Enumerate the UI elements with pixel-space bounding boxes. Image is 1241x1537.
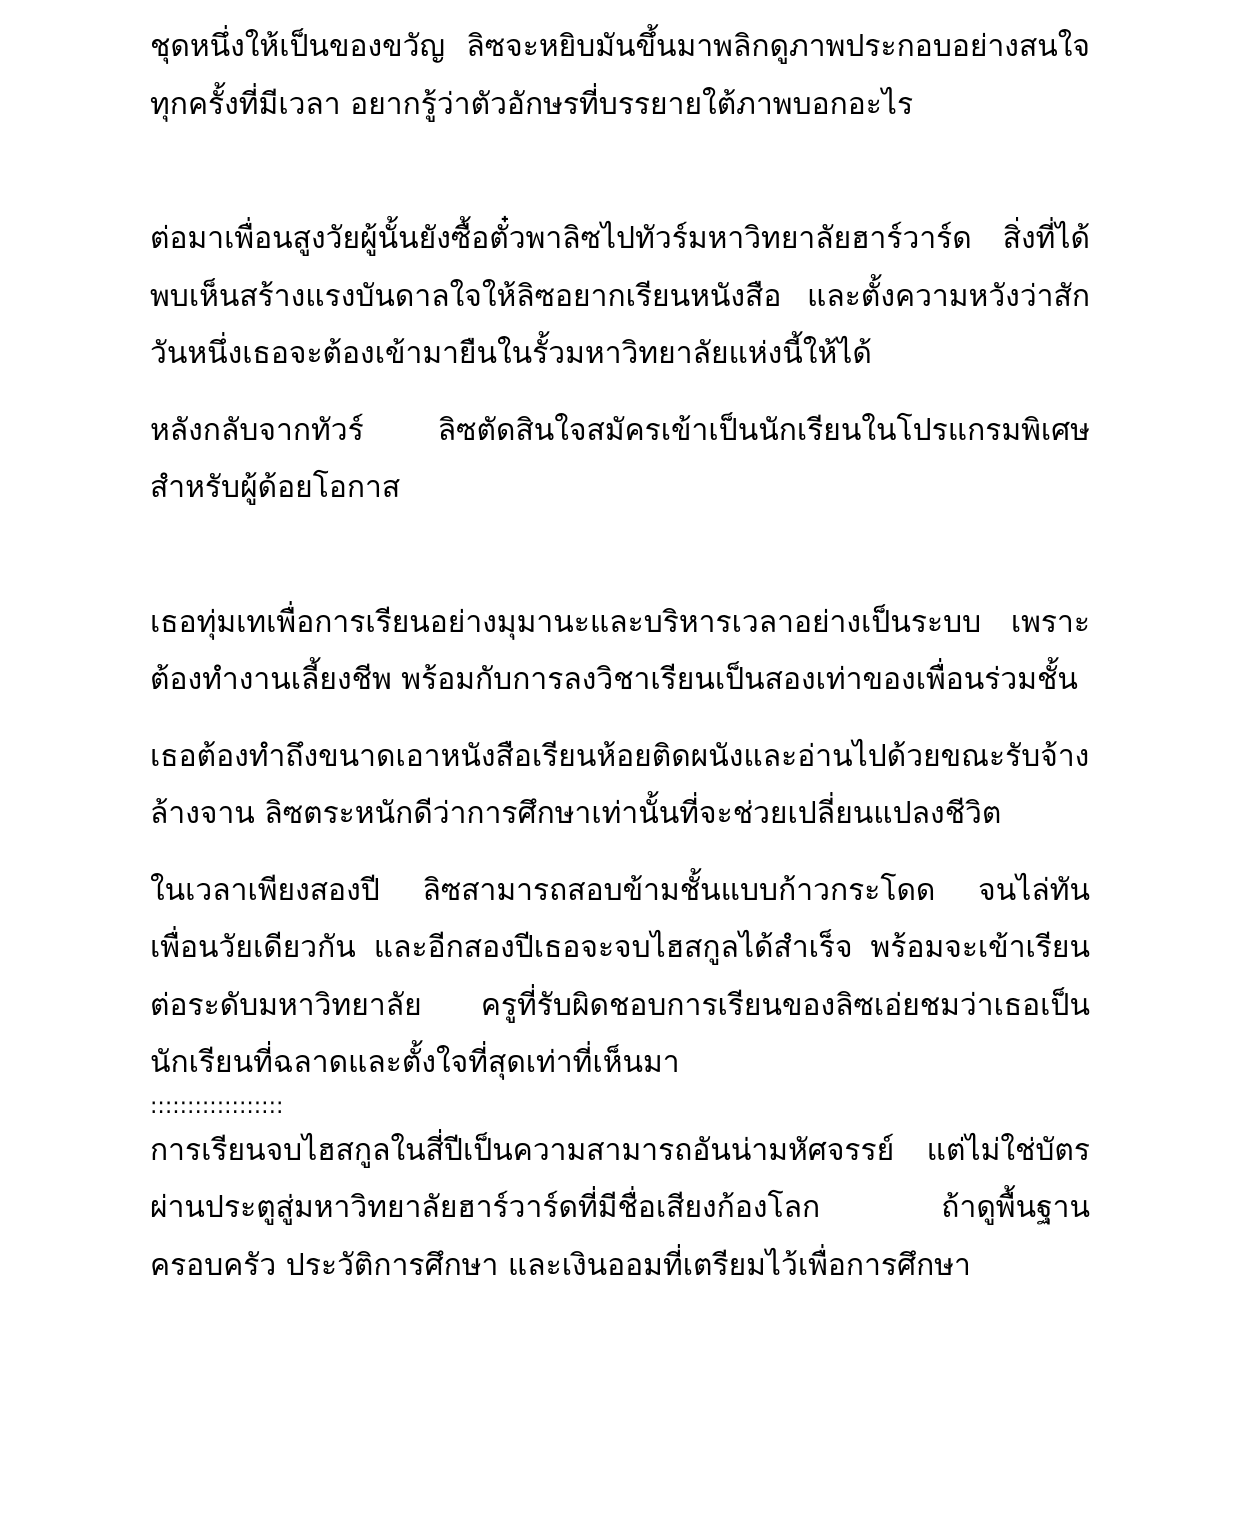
paragraph: เธอต้องทำถึงขนาดเอาหนังสือเรียนห้อยติดผนังและอ่านไปด้วยขณะรับจ้างล้างจาน ลิซตระหนักดีว่าการศึกษาเท่านั้นที่จะช่วยเปลี่ยนแปลงชีวิต <box>150 738 1090 831</box>
article-body <box>150 18 1090 1294</box>
paragraph-gap <box>150 517 1090 594</box>
paragraph: ในเวลาเพียงสองปี ลิซสามารถสอบข้ามชั้นแบบก้าวกระโดด จนไล่ทันเพื่อนวัยเดียวกัน และอีกสองปีเธอจะจบไฮสกูลได้สำเร็จ พร้อมจะเข้าเรียนต่อระดับมหาวิทยาลัย ครูที่รับผิดชอบการเรียนของลิซเอ่ยชมว่าเธอเป็นนักเรียนที่ฉลาดและตั้งใจที่สุดเท่าที่เห็นมา <box>150 872 1090 1080</box>
paragraph: ชุดหนึ่งให้เป็นของขวัญ ลิซจะหยิบมันขึ้นมาพลิกดูภาพประกอบอย่างสนใจทุกครั้งที่มีเวลา อยากรู้ว่าตัวอักษรที่บรรยายใต้ภาพบอกอะไร <box>150 29 1090 122</box>
paragraph: การเรียนจบไฮสกูลในสี่ปีเป็นความสามารถอันน่ามหัศจรรย์ แต่ไม่ใช่บัตรผ่านประตูสู่มหาวิทยาลัยฮาร์วาร์ดที่มีชื่อเสียงก้องโลก ถ้าดูพื้นฐานครอบครัว ประวัติการศึกษา และเงินออมที่เตรียมไว้เพื่อการศึกษา <box>150 1132 1090 1283</box>
paragraph-gap <box>150 383 1090 402</box>
paragraph: หลังกลับจากทัวร์ ลิซตัดสินใจสมัครเข้าเป็นนักเรียนในโปรแกรมพิเศษสำหรับผู้ด้อยโอกาส <box>150 412 1090 505</box>
paragraph-gap <box>150 843 1090 862</box>
paragraph: ต่อมาเพื่อนสูงวัยผู้นั้นยังซื้อตั๋วพาลิซไปทัวร์มหาวิทยาลัยฮาร์วาร์ด สิ่งที่ได้พบเห็นสร้างแรงบันดาลใจให้ลิซอยากเรียนหนังสือ และตั้งความหวังว่าสักวันหนึ่งเธอจะต้องเข้ามายืนในรั้วมหาวิทยาลัยแห่งนี้ให้ได้ <box>150 221 1090 371</box>
paragraph: เธอทุ่มเทเพื่อการเรียนอย่างมุมานะและบริหารเวลาอย่างเป็นระบบ เพราะต้องทำงานเลี้ยงชีพ พร้อมกับการลงวิชาเรียนเป็นสองเท่าของเพื่อนร่วมชั้น <box>150 604 1090 697</box>
paragraph-gap <box>150 709 1090 728</box>
section-divider: :::::::::::::::::: <box>150 1093 284 1119</box>
paragraph-gap <box>150 133 1090 210</box>
